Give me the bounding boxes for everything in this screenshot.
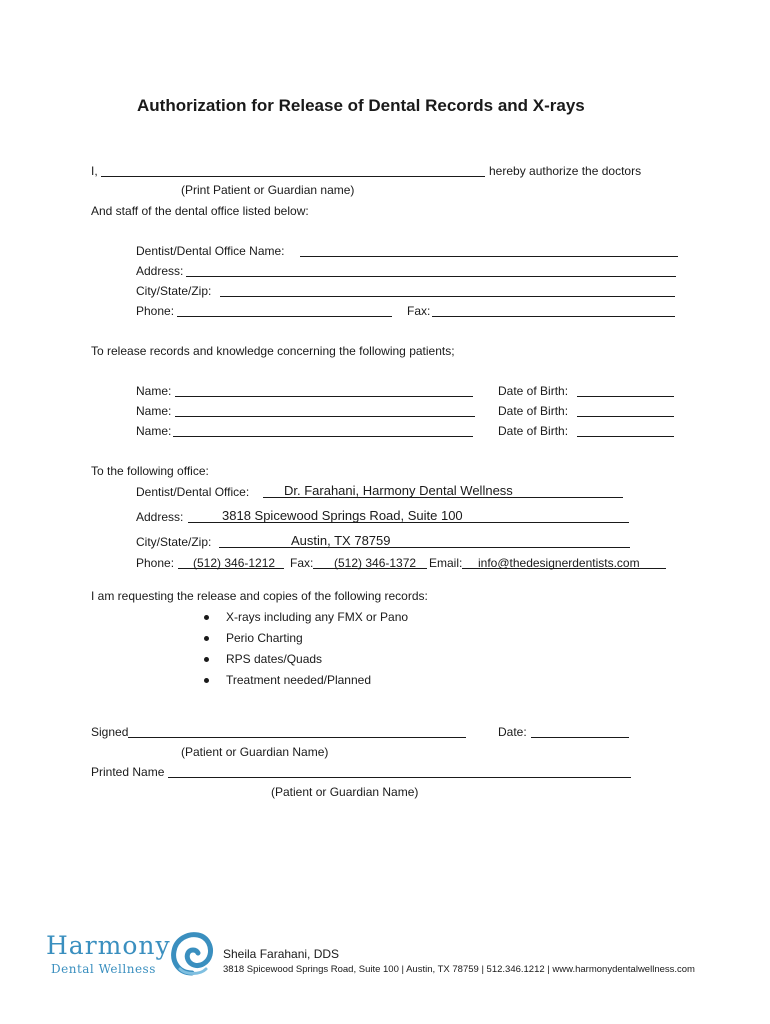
fax-field[interactable] — [432, 316, 675, 317]
patient-name-line[interactable] — [101, 176, 485, 177]
patient-name-label: Name: — [136, 384, 172, 398]
request-item: Perio Charting — [226, 631, 303, 645]
receiving-dentist-value: Dr. Farahani, Harmony Dental Wellness — [284, 483, 513, 498]
following-office-heading: To the following office: — [91, 464, 209, 478]
signed-label: Signed — [91, 725, 129, 739]
dentist-office-name-field[interactable] — [300, 256, 678, 257]
print-name-label: (Print Patient or Guardian name) — [181, 183, 355, 197]
footer-address-line: 3818 Spicewood Springs Road, Suite 100 | Austin, TX 78759 | 512.346.1212 | www.harmonydentalwellness.com — [223, 964, 695, 975]
receiving-fax-label: Fax: — [290, 556, 314, 570]
receiving-phone-label: Phone: — [136, 556, 175, 570]
intro-prefix: I, — [91, 164, 98, 178]
bullet-icon — [204, 636, 209, 641]
phone-field[interactable] — [177, 316, 392, 317]
patient-name-field[interactable] — [173, 436, 473, 437]
receiving-phone-value: (512) 346-1212 — [193, 556, 276, 570]
signature-date-label: Date: — [498, 725, 527, 739]
receiving-email-value: info@thedesignerdentists.com — [478, 556, 640, 570]
wave-logo-icon — [170, 929, 214, 977]
logo-subtitle: Dental Wellness — [51, 962, 156, 976]
patient-name-label: Name: — [136, 404, 172, 418]
intro-suffix: hereby authorize the doctors — [489, 164, 642, 178]
printed-name-field[interactable] — [168, 777, 631, 778]
patient-dob-field[interactable] — [577, 396, 674, 397]
logo-wordmark: Harmony — [46, 931, 171, 960]
document-title: Authorization for Release of Dental Records and X-rays — [137, 96, 585, 115]
request-item: Treatment needed/Planned — [226, 673, 371, 687]
receiving-address-value: 3818 Spicewood Springs Road, Suite 100 — [222, 508, 463, 523]
printed-name-label: Printed Name — [91, 765, 165, 779]
footer-doctor-name: Sheila Farahani, DDS — [223, 947, 340, 961]
patient-dob-label: Date of Birth: — [498, 424, 569, 438]
receiving-address-label: Address: — [136, 510, 184, 524]
patient-name-field[interactable] — [175, 396, 473, 397]
bullet-icon — [204, 615, 209, 620]
signature-date-field[interactable] — [531, 737, 629, 738]
staff-line: And staff of the dental office listed below: — [91, 204, 309, 218]
request-item: X-rays including any FMX or Pano — [226, 610, 409, 624]
address-label: Address: — [136, 264, 184, 278]
patient-dob-label: Date of Birth: — [498, 384, 569, 398]
receiving-fax-value: (512) 346-1372 — [334, 556, 417, 570]
city-state-zip-field[interactable] — [220, 296, 675, 297]
release-line: To release records and knowledge concerning the following patients; — [91, 344, 455, 358]
dentist-office-name-label: Dentist/Dental Office Name: — [136, 244, 285, 258]
patient-name-field[interactable] — [175, 416, 475, 417]
patient-dob-field[interactable] — [577, 436, 674, 437]
printed-sub-label: (Patient or Guardian Name) — [271, 785, 419, 799]
request-item: RPS dates/Quads — [226, 652, 323, 666]
receiving-city-field[interactable] — [219, 547, 630, 548]
bullet-icon — [204, 678, 209, 683]
address-field[interactable] — [186, 276, 676, 277]
receiving-city-label: City/State/Zip: — [136, 535, 212, 549]
phone-label: Phone: — [136, 304, 175, 318]
patient-dob-label: Date of Birth: — [498, 404, 569, 418]
receiving-city-value: Austin, TX 78759 — [291, 533, 391, 548]
bullet-icon — [204, 657, 209, 662]
city-state-zip-label: City/State/Zip: — [136, 284, 212, 298]
fax-label: Fax: — [407, 304, 431, 318]
signature-field[interactable] — [128, 737, 466, 738]
request-heading: I am requesting the release and copies of the following records: — [91, 589, 428, 603]
receiving-dentist-label: Dentist/Dental Office: — [136, 485, 250, 499]
signed-sub-label: (Patient or Guardian Name) — [181, 745, 329, 759]
patient-dob-field[interactable] — [577, 416, 674, 417]
patient-name-label: Name: — [136, 424, 172, 438]
receiving-email-label: Email: — [429, 556, 463, 570]
